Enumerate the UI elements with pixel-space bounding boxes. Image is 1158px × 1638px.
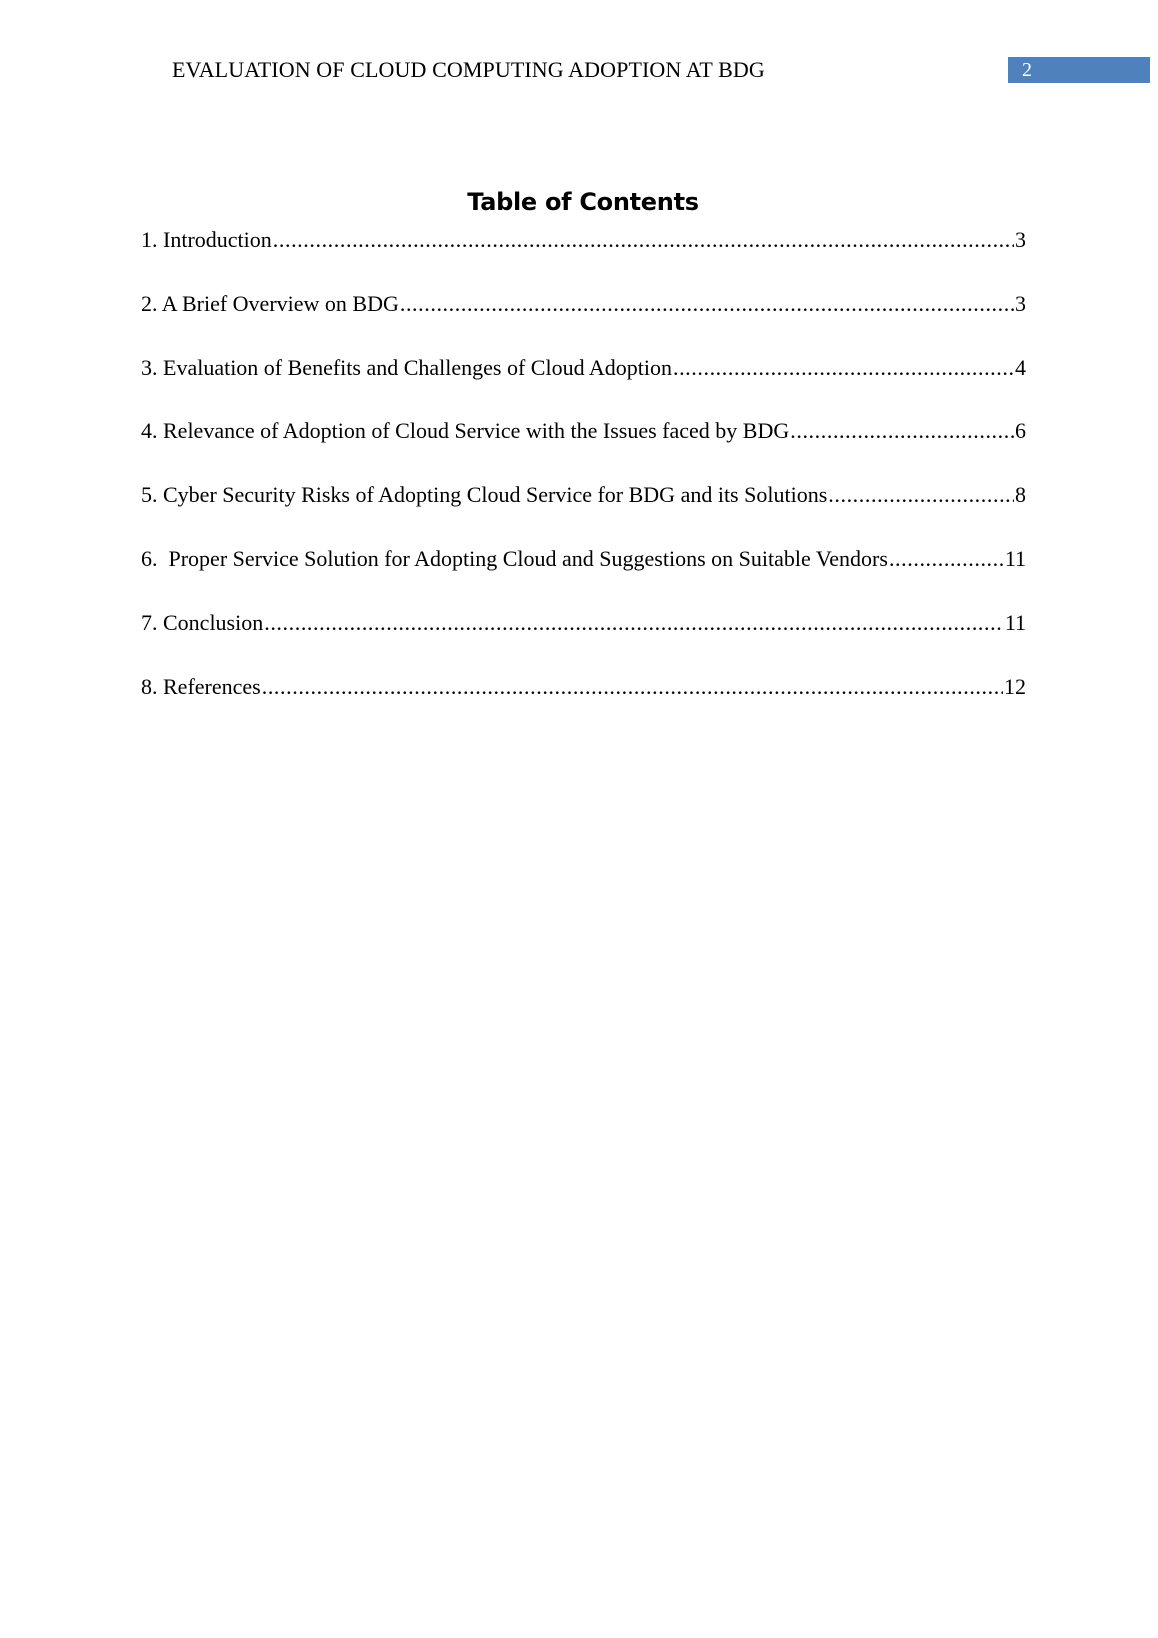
toc-entry-title[interactable]: 4. Relevance of Adoption of Cloud Service with the Issues faced by BDG: [141, 418, 790, 444]
toc-entry-title[interactable]: 2. A Brief Overview on BDG: [141, 290, 399, 316]
toc-entry-page: 3: [1015, 227, 1026, 252]
toc-heading: Table of Contents: [467, 188, 699, 216]
toc-entry-title[interactable]: 8. References: [141, 673, 261, 699]
table-of-contents: [141, 226, 1026, 736]
toc-entry-service-solution[interactable]: [141, 545, 1026, 609]
toc-entry-evaluation[interactable]: [141, 354, 1026, 418]
toc-entry-title[interactable]: 3. Evaluation of Benefits and Challenges of Cloud Adoption: [141, 354, 672, 380]
toc-entry-title[interactable]: 5. Cyber Security Risks of Adopting Cloud Service for BDG and its Solutions: [141, 482, 828, 508]
toc-entry-cyber-security[interactable]: [141, 481, 1026, 545]
toc-entry-page: 3: [1015, 290, 1026, 316]
toc-entry-conclusion[interactable]: [141, 609, 1026, 673]
toc-dot-leader: [828, 481, 1014, 509]
toc-entry-title[interactable]: 7. Conclusion: [141, 609, 264, 635]
toc-dot-leader: [889, 545, 1004, 573]
toc-dot-leader: [790, 417, 1014, 445]
toc-entry-overview[interactable]: [141, 290, 1026, 354]
toc-entry-introduction[interactable]: [141, 226, 1026, 290]
toc-entry-page: 8: [1015, 482, 1026, 508]
toc-dot-leader: [400, 290, 1014, 318]
toc-entry-page: 6: [1015, 418, 1026, 444]
toc-entry-page: 11: [1004, 609, 1026, 635]
toc-dot-leader: [673, 354, 1014, 382]
toc-entry-page: 11: [1004, 545, 1026, 571]
toc-entry-page: 12: [1004, 673, 1026, 699]
toc-dot-leader: [264, 609, 1004, 637]
toc-entry-relevance[interactable]: [141, 417, 1026, 481]
toc-entry-references[interactable]: [141, 673, 1026, 737]
page-number-badge: 2: [1008, 57, 1150, 83]
toc-entry-title[interactable]: 1. Introduction: [141, 227, 272, 252]
toc-entry-page: 4: [1015, 354, 1026, 380]
toc-entry-title[interactable]: 6. Proper Service Solution for Adopting Cloud and Suggestions on Suitable Vendors: [141, 545, 888, 571]
running-head-title: EVALUATION OF CLOUD COMPUTING ADOPTION AT BDG: [172, 57, 765, 82]
toc-dot-leader: [262, 673, 1003, 701]
toc-dot-leader: [273, 226, 1014, 254]
